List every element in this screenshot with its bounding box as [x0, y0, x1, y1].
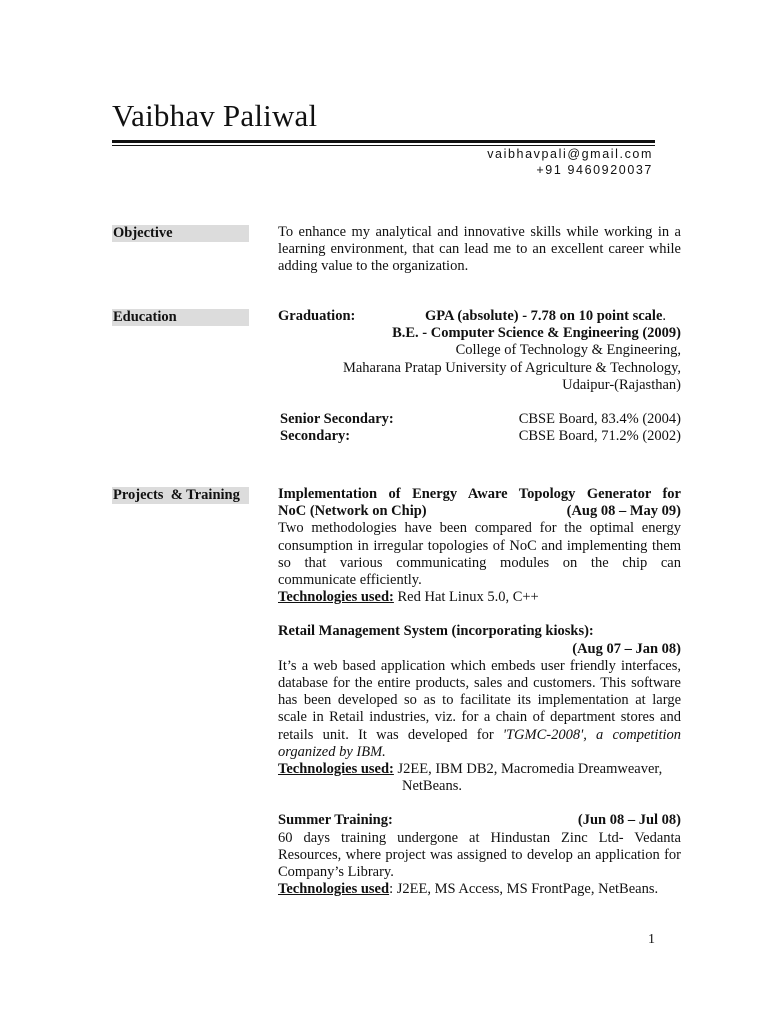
- senior-secondary-label: Senior Secondary:: [280, 411, 394, 428]
- project3-dates: (Jun 08 – Jul 08): [577, 812, 681, 829]
- project2-title: Retail Management System (incorporating kiosks):: [278, 623, 594, 640]
- project1-dates: (Aug 08 – May 09): [566, 503, 681, 520]
- project1-tech: Red Hat Linux 5.0, C++: [393, 589, 539, 606]
- contact-info: [487, 146, 653, 178]
- page-number: 1: [648, 932, 655, 947]
- project1-title-line2: NoC (Network on Chip): [278, 503, 427, 520]
- objective-text: To enhance my analytical and innovative skills while working in a learning environment, that can lead me to an excellent career while adding value to the organization.: [278, 224, 681, 275]
- project2-tech-line2: NetBeans.: [402, 778, 462, 795]
- project2-description-text: It’s a web based application which embeds user friendly interfaces, database for the entire products, sales and customers. This software has been developed so as to facilitate its implementation at large scale in Retail industries, viz. for a chain of department stores and retails unit. It was developed for: [278, 657, 681, 743]
- project3-tech-label: Technologies used: [278, 881, 390, 898]
- project1-tech-label: Technologies used:: [278, 589, 394, 606]
- email-address: vaibhavpali@gmail.com: [487, 147, 653, 161]
- secondary-label: Secondary:: [280, 428, 351, 445]
- project1-description: Two methodologies have been compared for the optimal energy consumption in irregular topologies of NoC and implementing them so that various communicating modules on the chip can communicate efficiently.: [278, 520, 681, 589]
- gpa-text: GPA (absolute) - 7.78 on 10 point scale: [425, 308, 663, 324]
- secondary-value: CBSE Board, 71.2% (2002): [518, 428, 681, 445]
- project2-tech: J2EE, IBM DB2, Macromedia Dreamweaver,: [393, 761, 663, 778]
- project2-description: [278, 658, 681, 761]
- project1-title-line1: Implementation of Energy Aware Topology Generator for: [278, 486, 681, 502]
- education-block: [278, 308, 681, 445]
- phone-number: +91 9460920037: [536, 163, 653, 177]
- projects-block: [278, 486, 681, 898]
- college: College of Technology & Engineering,: [455, 342, 681, 359]
- project2-description-italic: 'TGMC-2008', a competition organized by IBM.: [278, 726, 681, 760]
- section-label-objective: Objective: [112, 225, 249, 242]
- header-rule-thick: [112, 140, 655, 143]
- section-label-projects: Projects & Training: [112, 487, 249, 504]
- section-label-education: Education: [112, 309, 249, 326]
- degree: B.E. - Computer Science & Engineering (2009): [392, 325, 681, 342]
- project2-tech-label: Technologies used:: [278, 761, 394, 778]
- graduation-label: Graduation:: [278, 308, 356, 324]
- candidate-name: Vaibhav Paliwal: [112, 98, 318, 133]
- project3-description: 60 days training undergone at Hindustan Zinc Ltd- Vedanta Resources, where project was assigned to develop an application for Company’s Library.: [278, 829, 681, 881]
- project3-title: Summer Training:: [278, 812, 393, 829]
- college-location: Udaipur-(Rajasthan): [562, 376, 681, 393]
- project2-dates: (Aug 07 – Jan 08): [572, 640, 681, 657]
- project3-tech: : J2EE, MS Access, MS FrontPage, NetBeans.: [389, 881, 659, 898]
- university: Maharana Pratap University of Agriculture & Technology,: [342, 359, 681, 376]
- senior-secondary-value: CBSE Board, 83.4% (2004): [518, 411, 681, 428]
- gpa-period: .: [662, 308, 666, 324]
